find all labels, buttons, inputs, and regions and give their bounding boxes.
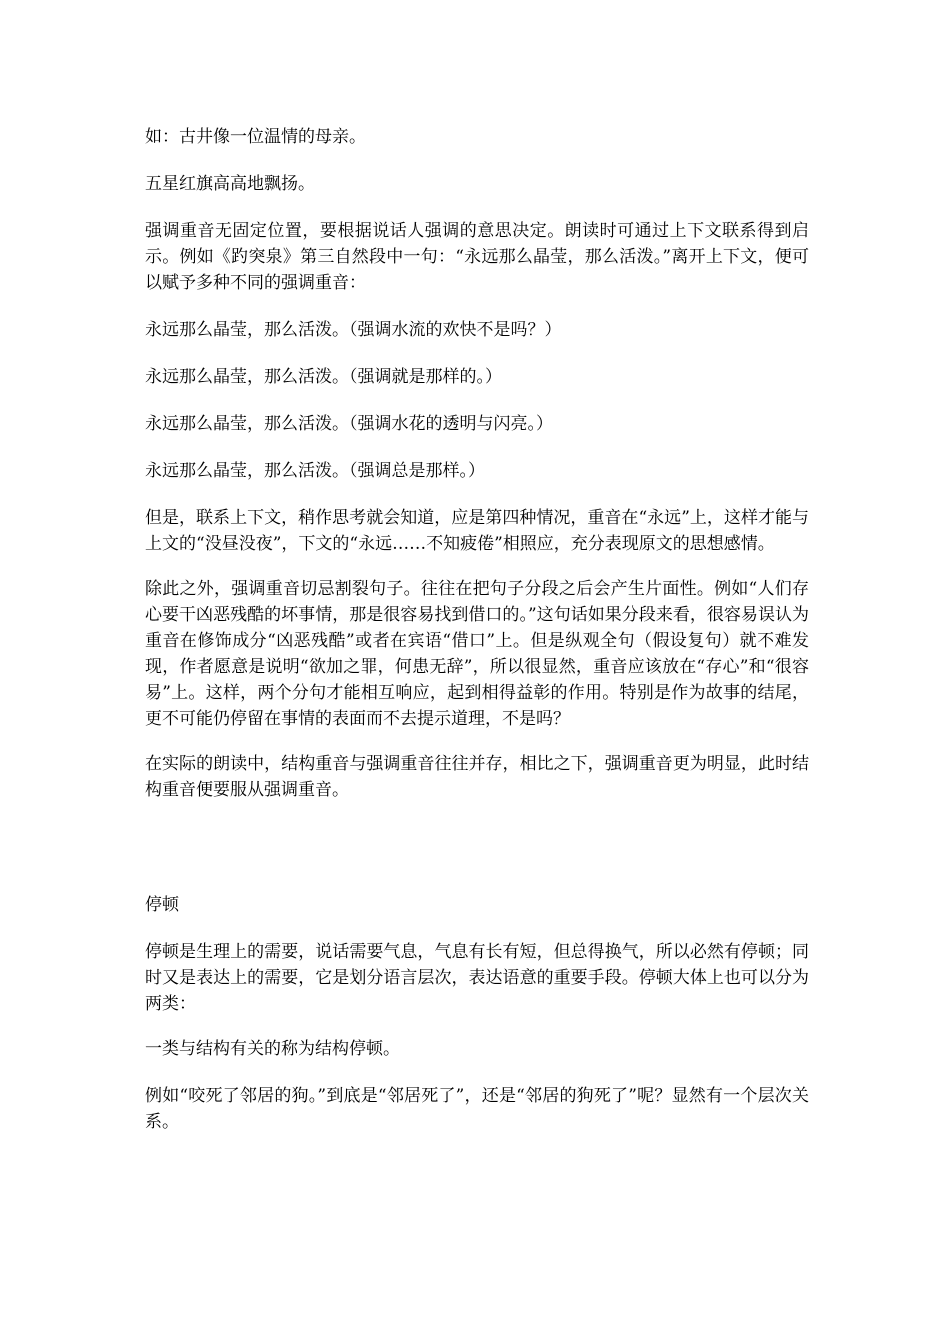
- paragraph-pause-intro: 停顿是生理上的需要，说话需要气息，气息有长有短，但总得换气，所以必然有停顿；同时又是表达上的需要，它是划分语言层次，表达语意的重要手段。停顿大体上也可以分为两类：: [145, 942, 809, 1014]
- example-sentence-flag: 五星红旗高高地飘扬。: [145, 174, 315, 194]
- paragraph-context-analysis: 但是，联系上下文，稍作思考就会知道，应是第四种情况，重音在“永远”上，这样才能与上文的“没昼没夜”，下文的“永远……不知疲倦”相照应，充分表现原文的思想感情。: [145, 508, 809, 554]
- paragraph-emphasis-stress-intro: 强调重音无固定位置，要根据说话人强调的意思决定。朗读时可通过上下文联系得到启示。例如《趵突泉》第三自然段中一句：“永远那么晶莹，那么活泼。”离开上下文，便可以赋予多种不同的强调重音：: [145, 221, 809, 293]
- emphasis-example-4: 永远那么晶莹，那么活泼。（强调总是那样。）: [145, 461, 485, 481]
- example-sentence-well: 如：古井像一位温情的母亲。: [145, 127, 366, 147]
- paragraph-avoid-splitting: 除此之外，强调重音切忌割裂句子。往往在把句子分段之后会产生片面性。例如“人们存心要干凶恶残酷的坏事情，那是很容易找到借口的。”这句话如果分段来看，很容易误认为重音在修饰成分“凶恶残酷”或者在宾语“借口”上。但是纵观全句（假设复句）就不难发现，作者愿意是说明“欲加之罪，何患无辞”，所以很显然，重音应该放在“存心”和“很容易”上。这样，两个分句才能相互响应，起到相得益彰的作用。特别是作为故事的结尾，更不可能仍停留在事情的表面而不去提示道理，不是吗？: [145, 579, 809, 729]
- section-heading-pause: 停顿: [145, 895, 179, 915]
- emphasis-example-1: 永远那么晶莹，那么活泼。（强调水流的欢快不是吗？）: [145, 320, 562, 340]
- emphasis-example-3: 永远那么晶莹，那么活泼。（强调水花的透明与闪亮。）: [145, 414, 553, 434]
- paragraph-coexistence: 在实际的朗读中，结构重音与强调重音往往并存，相比之下，强调重音更为明显，此时结构重音便要服从强调重音。: [145, 754, 809, 800]
- paragraph-structural-pause: 一类与结构有关的称为结构停顿。: [145, 1039, 400, 1059]
- paragraph-structural-pause-example: 例如“咬死了邻居的狗。”到底是“邻居死了”，还是“邻居的狗死了”呢？显然有一个层次关系。: [145, 1086, 809, 1132]
- emphasis-example-2: 永远那么晶莹，那么活泼。（强调就是那样的。）: [145, 367, 502, 387]
- document-body: [145, 124, 809, 1135]
